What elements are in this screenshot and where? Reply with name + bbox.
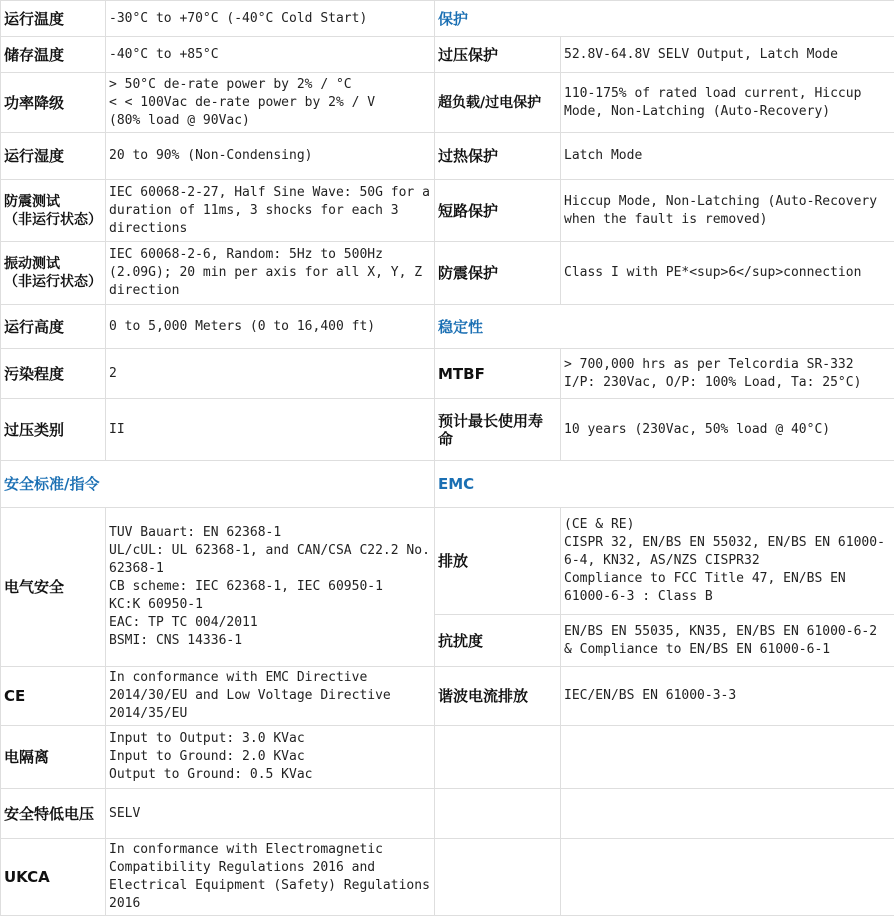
empty-cell <box>435 839 561 916</box>
table-row <box>1 73 894 133</box>
otp-label: 过热保护 <box>435 133 561 180</box>
table-row <box>1 37 894 73</box>
lifetime-label: 预计最长使用寿命 <box>435 399 561 461</box>
empty-cell <box>435 726 561 789</box>
humidity-value: 20 to 90% (Non-Condensing) <box>106 133 435 180</box>
altitude-value: 0 to 5,000 Meters (0 to 16,400 ft) <box>106 305 435 349</box>
table-row <box>1 508 894 615</box>
derating-label: 功率降级 <box>1 73 106 133</box>
electrical-safety-label: 电气安全 <box>1 508 106 667</box>
short-circuit-label: 短路保护 <box>435 180 561 242</box>
ce-value: In conformance with EMC Directive 2014/30/EU and Low Voltage Directive 2014/35/EU <box>106 667 435 726</box>
overvoltage-category-value: II <box>106 399 435 461</box>
table-row <box>1 180 894 242</box>
table-row <box>1 1 894 37</box>
empty-cell <box>561 789 894 839</box>
ovp-label: 过压保护 <box>435 37 561 73</box>
ce-label: CE <box>1 667 106 726</box>
isolation-label: 电隔离 <box>1 726 106 789</box>
mtbf-label: MTBF <box>435 349 561 399</box>
emc-header: EMC <box>435 461 894 508</box>
safety-standards-header: 安全标准/指令 <box>1 461 435 508</box>
harmonics-value: IEC/EN/BS EN 61000-3-3 <box>561 667 894 726</box>
ovp-value: 52.8V-64.8V SELV Output, Latch Mode <box>561 37 894 73</box>
electrical-safety-value: TUV Bauart: EN 62368-1 UL/cUL: UL 62368-1, and CAN/CSA C22.2 No. 62368-1 CB scheme: IEC 62368-1, IEC 60950-1 KC:K 60950-1 EAC: TP TC 004/2011 BSMI: CNS 14336-1 <box>106 508 435 667</box>
pollution-label: 污染程度 <box>1 349 106 399</box>
op-temp-value: -30°C to +70°C (-40°C Cold Start) <box>106 1 435 37</box>
lifetime-value: 10 years (230Vac, 50% load @ 40°C) <box>561 399 894 461</box>
empty-cell <box>561 726 894 789</box>
op-temp-label: 运行温度 <box>1 1 106 37</box>
short-circuit-value: Hiccup Mode, Non-Latching (Auto-Recovery when the fault is removed) <box>561 180 894 242</box>
emissions-value: (CE & RE) CISPR 32, EN/BS EN 55032, EN/BS EN 61000-6-4, KN32, AS/NZS CISPR32 Compliance to FCC Title 47, EN/BS EN 61000-6-3 : Class B <box>561 508 894 615</box>
table-row <box>1 305 894 349</box>
empty-cell <box>435 789 561 839</box>
derating-value: > 50°C de-rate power by 2% / °C < < 100Vac de-rate power by 2% / V (80% load @ 90Vac) <box>106 73 435 133</box>
table-row <box>1 789 894 839</box>
overload-value: 110-175% of rated load current, Hiccup Mode, Non-Latching (Auto-Recovery) <box>561 73 894 133</box>
table-row <box>1 667 894 726</box>
otp-value: Latch Mode <box>561 133 894 180</box>
protection-header: 保护 <box>435 1 894 37</box>
harmonics-label: 谐波电流排放 <box>435 667 561 726</box>
ukca-value: In conformance with Electromagnetic Compatibility Regulations 2016 and Electrical Equipment (Safety) Regulations 2016 <box>106 839 435 916</box>
isolation-value: Input to Output: 3.0 KVac Input to Ground: 2.0 KVac Output to Ground: 0.5 KVac <box>106 726 435 789</box>
table-row <box>1 399 894 461</box>
vibration-value: IEC 60068-2-6, Random: 5Hz to 500Hz (2.09G); 20 min per axis for all X, Y, Z direction <box>106 242 435 305</box>
table-row <box>1 242 894 305</box>
mtbf-value: > 700,000 hrs as per Telcordia SR-332 I/P: 230Vac, O/P: 100% Load, Ta: 25°C) <box>561 349 894 399</box>
table-row <box>1 839 894 916</box>
shock-value: IEC 60068-2-27, Half Sine Wave: 50G for a duration of 11ms, 3 shocks for each 3 directions <box>106 180 435 242</box>
humidity-label: 运行湿度 <box>1 133 106 180</box>
selv-label: 安全特低电压 <box>1 789 106 839</box>
immunity-value: EN/BS EN 55035, KN35, EN/BS EN 61000-6-2 & Compliance to EN/BS EN 61000-6-1 <box>561 615 894 667</box>
storage-temp-label: 储存温度 <box>1 37 106 73</box>
vibration-label: 振动测试 （非运行状态） <box>1 242 106 305</box>
ukca-label: UKCA <box>1 839 106 916</box>
stability-header: 稳定性 <box>435 305 894 349</box>
emissions-label: 排放 <box>435 508 561 615</box>
storage-temp-value: -40°C to +85°C <box>106 37 435 73</box>
shock-protection-label: 防震保护 <box>435 242 561 305</box>
overvoltage-category-label: 过压类别 <box>1 399 106 461</box>
altitude-label: 运行高度 <box>1 305 106 349</box>
immunity-label: 抗扰度 <box>435 615 561 667</box>
overload-label: 超负载/过电保护 <box>435 73 561 133</box>
selv-value: SELV <box>106 789 435 839</box>
table-row <box>1 349 894 399</box>
shock-label: 防震测试 （非运行状态） <box>1 180 106 242</box>
empty-cell <box>561 839 894 916</box>
table-row <box>1 133 894 180</box>
table-row <box>1 461 894 508</box>
shock-protection-value: Class I with PE*<sup>6</sup>connection <box>561 242 894 305</box>
table-row <box>1 726 894 789</box>
pollution-value: 2 <box>106 349 435 399</box>
